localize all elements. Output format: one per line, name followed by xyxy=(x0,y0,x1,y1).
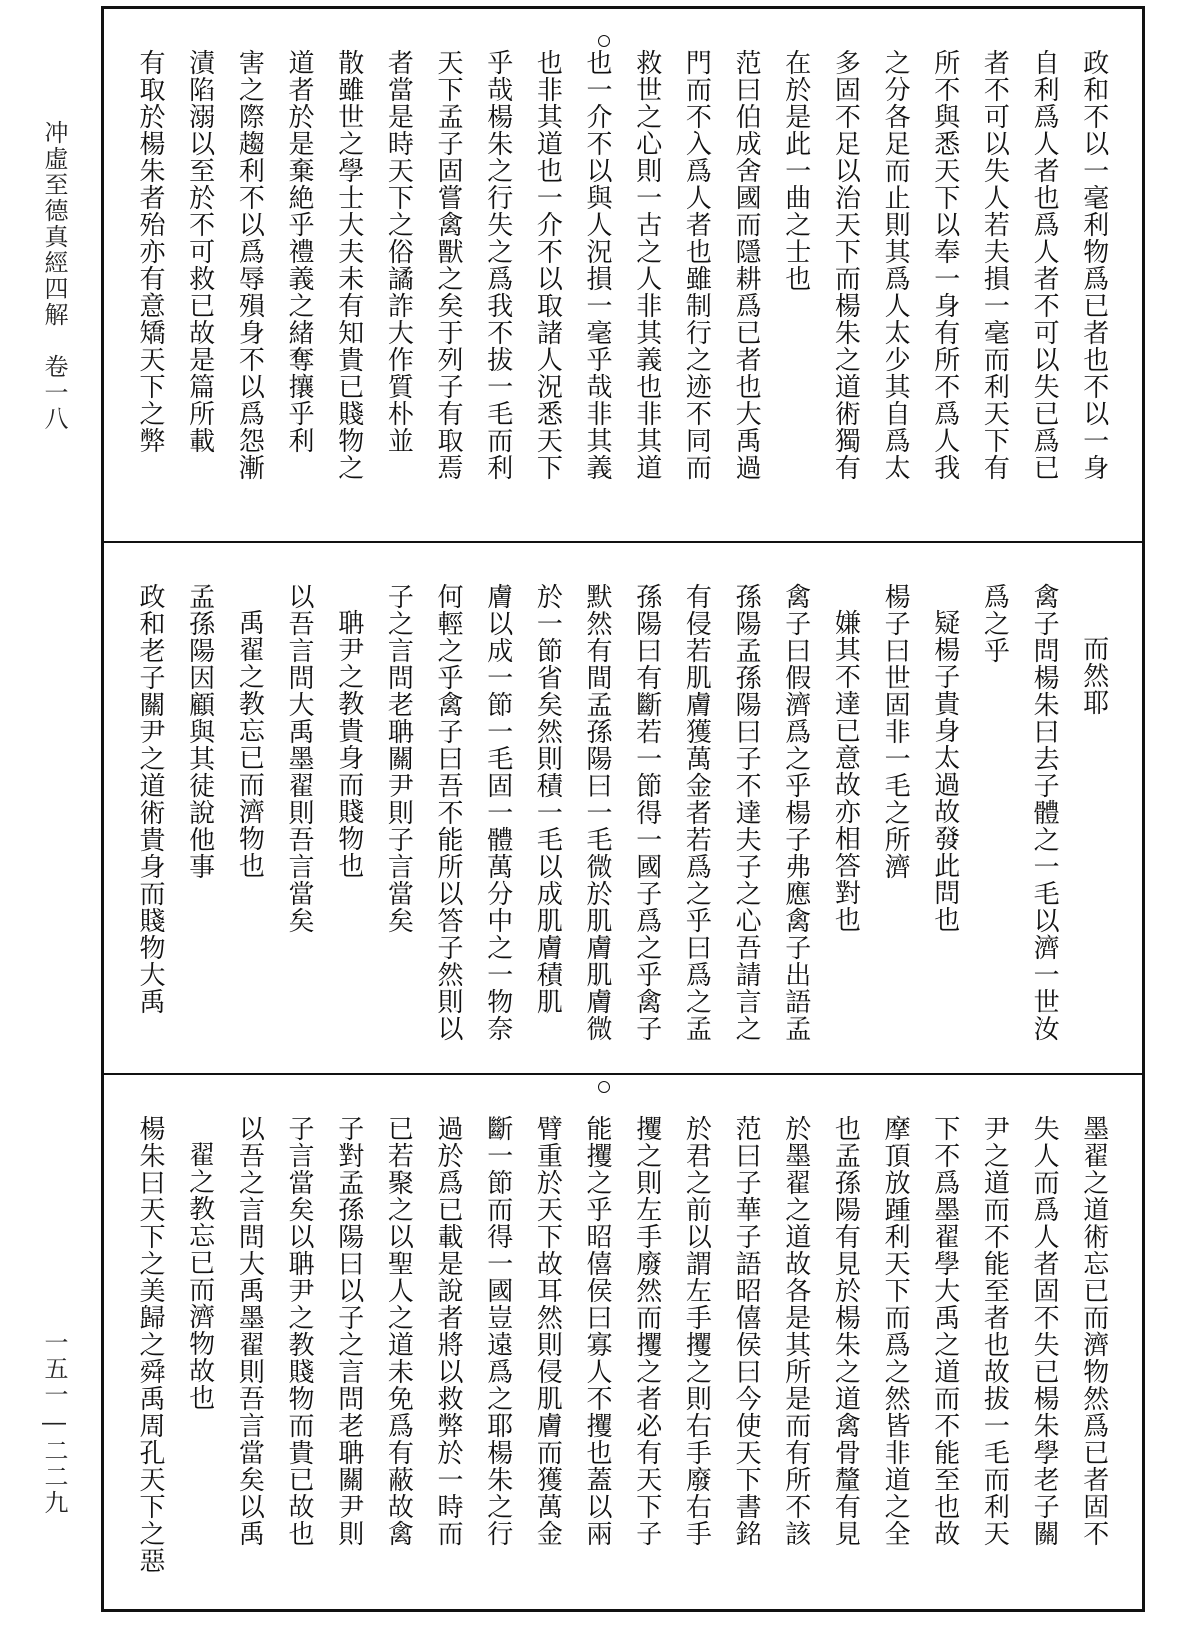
text-column: 能攫之乎昭僖侯曰寡人不攫也蓋以兩 xyxy=(582,1115,613,1547)
text-column: 政和老子關尹之道術貴身而賤物大禹 xyxy=(135,583,165,1015)
page-frame xyxy=(101,6,1145,1612)
column-group xyxy=(128,1115,1112,1591)
text-column: 過於爲已載是說者將以救弊於一時而 xyxy=(433,1115,464,1547)
text-column: 爲之乎 xyxy=(979,583,1010,664)
text-column: 以吾言問大禹墨翟則吾言當矣 xyxy=(284,583,315,934)
text-column: 禽子曰假濟爲之乎楊子弗應禽子出語孟 xyxy=(780,583,811,1042)
text-column: 失人而爲人者固不失已楊朱學老子關 xyxy=(1029,1115,1060,1547)
text-column: 也孟孫陽有見於楊朱之道禽骨釐有見 xyxy=(830,1115,861,1547)
text-column: 政和不以一毫利物爲已者也不以一身 xyxy=(1078,49,1109,481)
margin-title: 冲虛至德真經四解 卷一八 xyxy=(40,120,68,432)
text-column: 摩頂放踵利天下而爲之然皆非道之全 xyxy=(880,1115,911,1547)
text-column: 攫之則左手廢然而攫之者必有天下子 xyxy=(631,1115,662,1547)
text-panel-top xyxy=(104,9,1142,541)
text-column: 天下孟子固嘗禽獸之矣于列子有取焉 xyxy=(433,49,464,481)
text-column: 者不可以失人若夫損一毫而利天下有 xyxy=(979,49,1010,481)
text-column: 范曰子華子語昭僖侯曰今使天下書銘 xyxy=(731,1115,762,1547)
text-column: 有侵若肌膚獲萬金者若爲之乎曰爲之孟 xyxy=(681,583,712,1042)
text-column: 在於是此一曲之士也 xyxy=(780,49,811,292)
text-column: 所不與悉天下以奉一身有所不爲人我 xyxy=(929,49,960,481)
text-column: 自利爲人者也爲人者不可以失已爲已 xyxy=(1029,49,1060,481)
text-column: 道者於是棄絶乎禮義之緒奪攘乎利 xyxy=(284,49,315,454)
text-column: 嫌其不達已意故亦相答對也 xyxy=(830,609,861,933)
text-column: 臂重於天下故耳然則侵肌膚而獲萬金 xyxy=(532,1115,563,1547)
text-panel-middle xyxy=(104,541,1142,1073)
text-column: 散雖世之學士大夫未有知貴已賤物之 xyxy=(333,49,364,481)
text-column: 孫陽曰有斷若一節得一國子爲之乎禽子 xyxy=(631,583,662,1042)
text-column: 於君之前以謂左手攫之則右手廢右手 xyxy=(681,1115,712,1547)
text-column: 禽子問楊朱曰去子體之一毛以濟一世汝 xyxy=(1029,583,1060,1042)
text-column: 門而不入爲人者也雖制行之迹不同而 xyxy=(681,49,712,481)
text-column: 子言當矣以聃尹之教賤物而貴已故也 xyxy=(284,1115,315,1547)
text-column: 也非其道也一介不以取諸人況悉天下 xyxy=(532,49,563,481)
text-column: 漬陷溺以至於不可救已故是篇所載 xyxy=(184,49,215,454)
page-number: 一五一―二二九 xyxy=(40,1330,68,1516)
text-column: 禹翟之教忘已而濟物也 xyxy=(234,609,265,879)
text-column: 疑楊子貴身太過故發此問也 xyxy=(929,609,960,933)
text-column: 孟孫陽因顧與其徒說他事 xyxy=(184,583,215,880)
text-column: 聃尹之教貴身而賤物也 xyxy=(333,609,364,879)
text-column: 楊朱曰天下之美歸之舜禹周孔天下之惡 xyxy=(135,1115,165,1574)
text-column: 而然耶 xyxy=(1078,635,1109,716)
text-column: 者當是時天下之俗譎詐大作質朴並 xyxy=(383,49,414,454)
circle-mark xyxy=(598,35,610,47)
text-column: 之分各足而止則其爲人太少其自爲太 xyxy=(880,49,911,481)
text-panel-bottom xyxy=(104,1073,1142,1609)
text-column: 何輕之乎禽子曰吾不能所以答子然則以 xyxy=(433,583,464,1042)
column-group xyxy=(128,49,1112,523)
text-column: 於墨翟之道故各是其所是而有所不該 xyxy=(780,1115,811,1547)
text-column: 乎哉楊朱之行失之爲我不拔一毛而利 xyxy=(482,49,513,481)
text-column: 默然有間孟孫陽曰一毛微於肌膚肌膚微 xyxy=(582,583,613,1042)
text-column: 膚以成一節一毛固一體萬分中之一物奈 xyxy=(482,583,513,1042)
column-group xyxy=(128,583,1112,1055)
text-column: 於一節省矣然則積一毛以成肌膚積肌 xyxy=(532,583,563,1015)
text-column: 子之言問老聃關尹則子言當矣 xyxy=(383,583,414,934)
text-column: 翟之教忘已而濟物故也 xyxy=(184,1141,215,1411)
text-column: 下不爲墨翟學大禹之道而不能至也故 xyxy=(929,1115,960,1547)
text-column: 多固不足以治天下而楊朱之道術獨有 xyxy=(830,49,861,481)
text-column: 有取於楊朱者殆亦有意矯天下之弊 xyxy=(135,49,165,454)
text-column: 孫陽孟孫陽曰子不達夫子之心吾請言之 xyxy=(731,583,762,1042)
text-column: 墨翟之道術忘已而濟物然爲已者固不 xyxy=(1078,1115,1109,1547)
text-column: 救世之心則一古之人非其義也非其道 xyxy=(631,49,662,481)
text-column: 害之際趨利不以爲辱殞身不以爲怨漸 xyxy=(234,49,265,481)
circle-mark xyxy=(598,1081,610,1093)
text-column: 已若聚之以聖人之道未免爲有蔽故禽 xyxy=(383,1115,414,1547)
text-column: 楊子曰世固非一毛之所濟 xyxy=(880,583,911,880)
text-column: 以吾之言問大禹墨翟則吾言當矣以禹 xyxy=(234,1115,265,1547)
text-column: 范曰伯成舍國而隱耕爲已者也大禹過 xyxy=(731,49,762,481)
text-column: 斷一節而得一國豈遠爲之耶楊朱之行 xyxy=(482,1115,513,1547)
text-column: 也一介不以與人況損一毫乎哉非其義 xyxy=(582,49,613,481)
text-column: 尹之道而不能至者也故拔一毛而利天 xyxy=(979,1115,1010,1547)
text-column: 子對孟孫陽曰以子之言問老聃關尹則 xyxy=(333,1115,364,1547)
